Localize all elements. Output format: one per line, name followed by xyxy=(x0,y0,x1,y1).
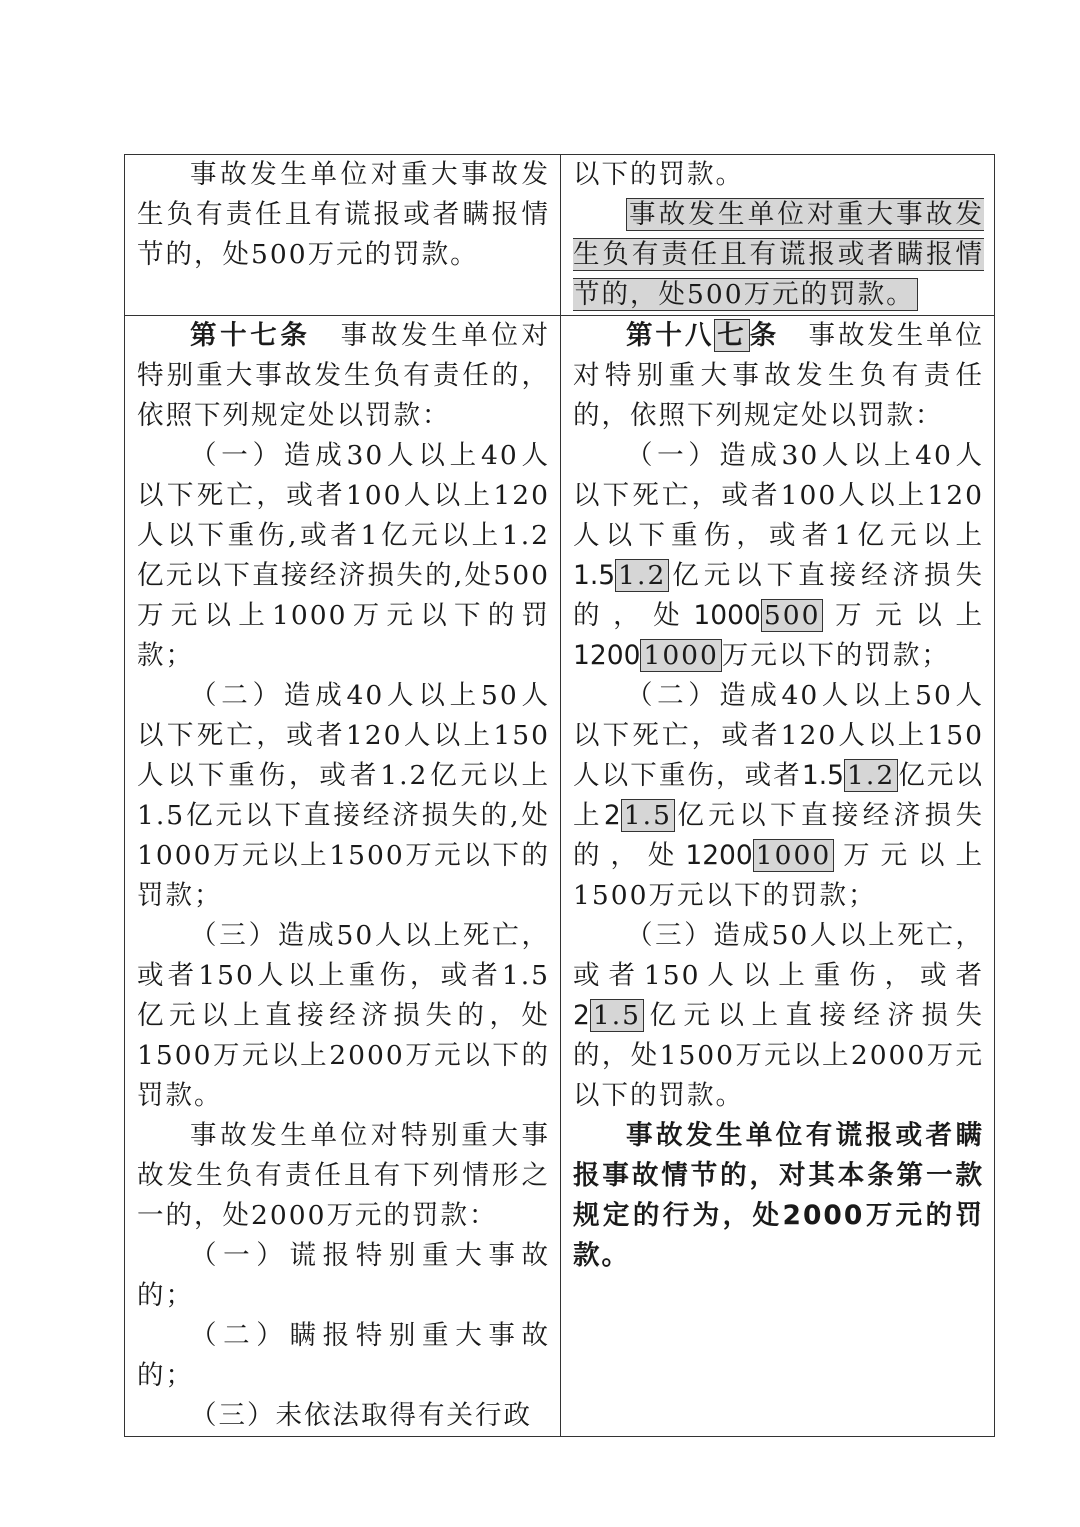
article-paragraph xyxy=(137,316,550,436)
deleted-text: 1000 xyxy=(640,639,721,672)
article-title: 第十八 xyxy=(626,320,715,351)
deleted-text: 1.2 xyxy=(615,559,669,592)
deleted-text: 1.5 xyxy=(621,799,675,832)
inserted-text: 1200 xyxy=(573,640,641,671)
table-row xyxy=(125,155,995,316)
inserted-text: 2 xyxy=(603,800,621,831)
deleted-text: 事故发生单位对重大事故发生负有责任且有谎报或者瞒报情节的，处500万元的罚款。 xyxy=(573,199,984,310)
text-run: （二）造成40人以上50人以下死亡，或者120人以上150人以下重伤，或者 xyxy=(573,680,984,791)
text-run: 万元以上1500万元以下的罚款； xyxy=(573,840,985,911)
right-deleted-paragraph xyxy=(573,195,984,315)
text-run: 亿元以上 xyxy=(573,760,985,831)
inserted-text: 2 xyxy=(573,1000,590,1031)
item-paragraph xyxy=(573,436,984,676)
article-intro: 事故发生单位对特别重大事故发生负有责任的，依照下列规定处以罚款： xyxy=(573,320,985,431)
deleted-text: 500 xyxy=(761,599,824,632)
sub-item: （一）谎报特别重大事故的； xyxy=(137,1240,550,1311)
item-paragraph: （三）造成50人以上死亡，或者150人以上重伤，或者1.5亿元以上直接经济损失的，处1500万元以上2000万元以下的罚款。 xyxy=(137,920,550,1111)
item-paragraph: （一）造成30人以上40人以下死亡，或者100人以上120人以下重伤,或者1亿元以上1.2亿元以下直接经济损失的,处500万元以上1000万元以下的罚款； xyxy=(137,440,550,671)
paragraph: 事故发生单位对特别重大事故发生负有责任且有下列情形之一的，处2000万元的罚款： xyxy=(137,1120,550,1231)
article-paragraph xyxy=(573,316,984,436)
text-run: 亿元以下直接经济损失的，处 xyxy=(573,560,984,631)
item-paragraph xyxy=(573,916,984,1116)
article-intro: 事故发生单位对特别重大事故发生负有责任的，依照下列规定处以罚款： xyxy=(137,320,551,431)
item-paragraph: （二）造成40人以上50人以下死亡，或者120人以上150人以下重伤，或者1.2亿元以上1.5亿元以下直接经济损失的,处1000万元以上1500万元以下的罚款； xyxy=(137,680,550,911)
right-cell xyxy=(561,316,995,1437)
text-run: 万元以上 xyxy=(823,600,985,631)
inserted-text: 1.5 xyxy=(801,760,845,791)
inserted-text: 1000 xyxy=(693,600,761,631)
inserted-text: 1200 xyxy=(685,840,753,871)
deleted-text: 1.5 xyxy=(590,999,644,1032)
text-run: （三）造成50人以上死亡，或者150人以上重伤，或者 xyxy=(573,920,984,991)
deleted-text: 1000 xyxy=(753,839,834,872)
right-cell xyxy=(561,155,995,316)
left-paragraph: 事故发生单位对重大事故发生负有责任且有谎报或者瞒报情节的，处500万元的罚款。 xyxy=(137,159,550,270)
deleted-text: 1.2 xyxy=(844,759,898,792)
text-run: 亿元以下直接经济损失的，处 xyxy=(573,800,984,871)
text-run: 亿元以上直接经济损失的，处1500万元以上2000万元以下的罚款。 xyxy=(573,1000,984,1111)
table-row xyxy=(125,316,995,1437)
inserted-text: 1.5 xyxy=(573,560,616,591)
deleted-text: 七 xyxy=(714,319,749,352)
sub-item: （二）瞒报特别重大事故的； xyxy=(137,1320,550,1391)
left-cell xyxy=(125,316,561,1437)
item-paragraph xyxy=(573,676,984,916)
text-run: （一）造成30人以上40人以下死亡，或者100人以上120人以下重伤，或者1亿元以上 xyxy=(573,440,984,551)
sub-item: （三）未依法取得有关行政 xyxy=(190,1400,532,1431)
right-continuation: 以下的罚款。 xyxy=(573,159,744,190)
new-paragraph: 事故发生单位有谎报或者瞒报事故情节的，对其本条第一款规定的行为，处2000万元的罚款。 xyxy=(573,1120,984,1271)
article-title-suffix: 条 xyxy=(749,320,780,351)
article-title: 第十七条 xyxy=(190,320,311,351)
text-run: 万元以下的罚款； xyxy=(721,640,950,671)
left-cell xyxy=(125,155,561,316)
comparison-table xyxy=(124,154,995,1437)
